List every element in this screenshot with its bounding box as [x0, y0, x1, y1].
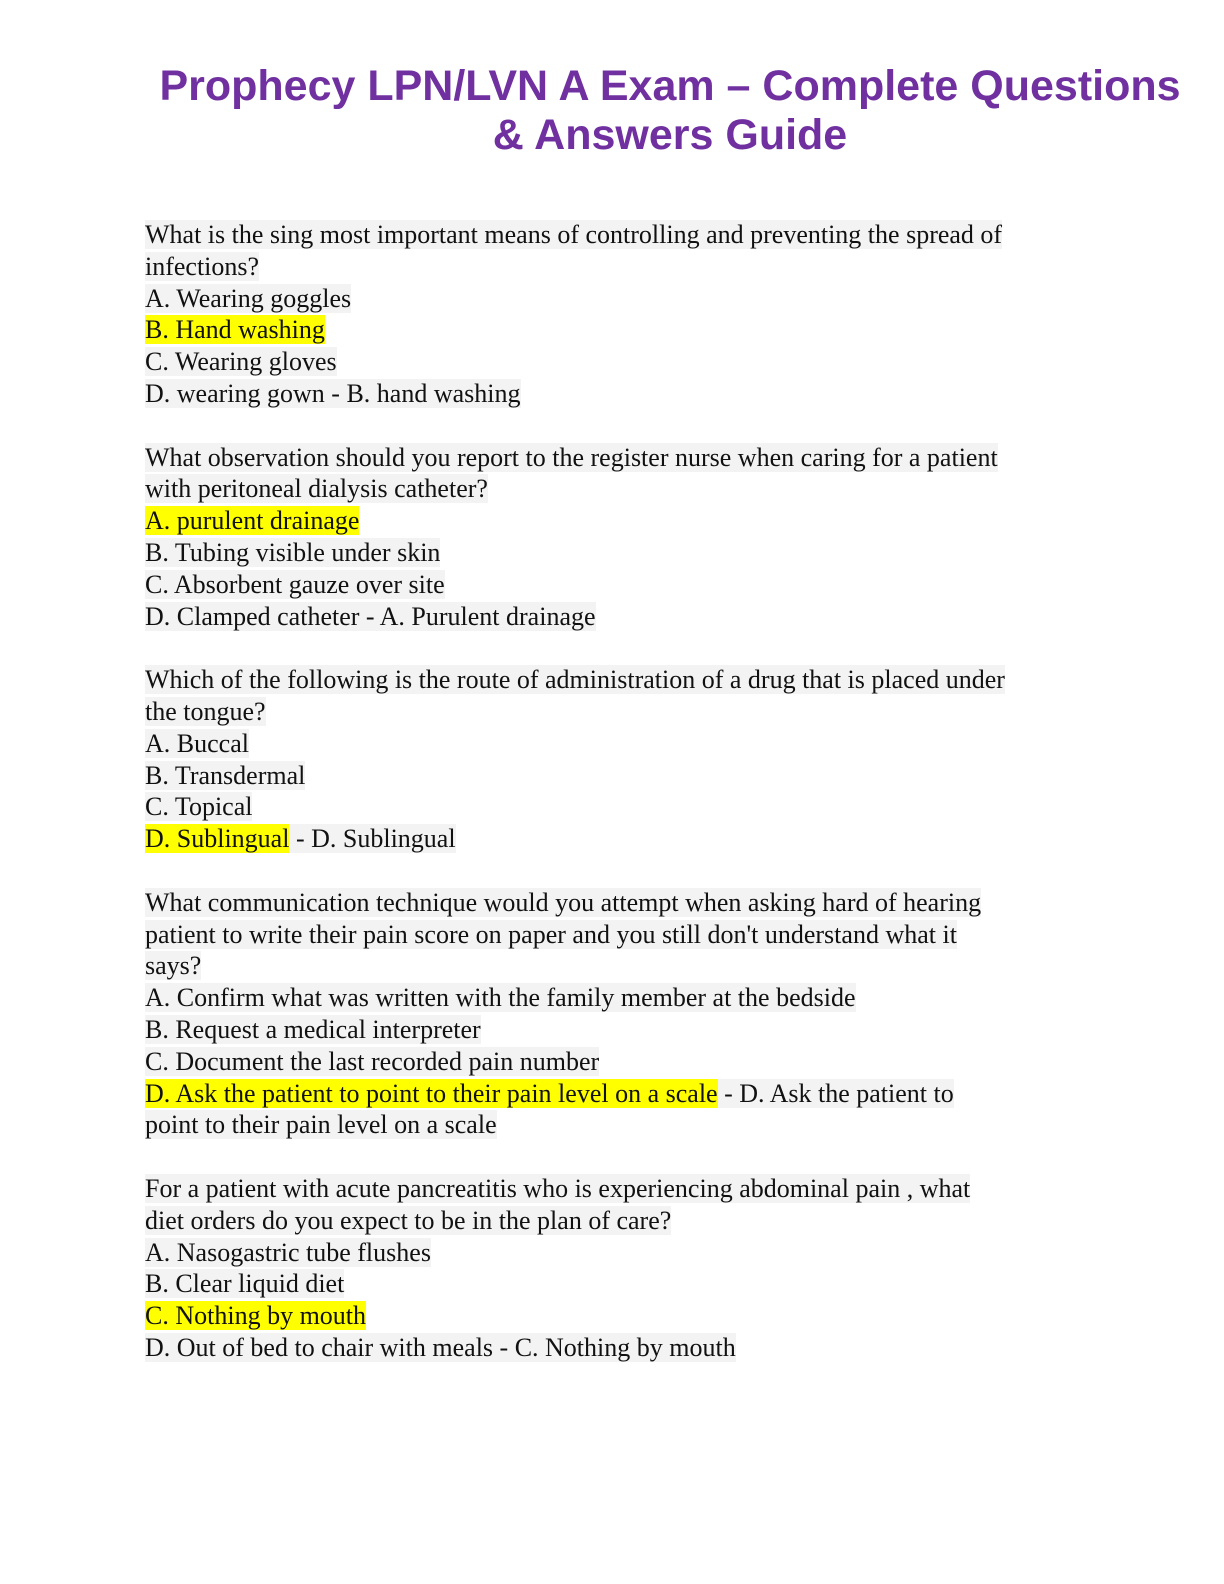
option-a: A. Buccal	[145, 728, 249, 758]
option-a: A. Wearing goggles	[145, 283, 352, 313]
question-text-line: says?	[145, 951, 202, 981]
option-b: B. Tubing visible under skin	[145, 537, 441, 567]
question-text-line: Which of the following is the route of administration of a drug that is placed under	[145, 665, 1005, 695]
option-d: D. Clamped catheter - A. Purulent drainage	[145, 601, 596, 631]
question-text-line: For a patient with acute pancreatitis who is experiencing abdominal pain , what	[145, 1173, 971, 1203]
question-block-2	[145, 442, 1070, 633]
document-title	[140, 62, 1200, 160]
answer-key: - C. Nothing by mouth	[493, 1332, 736, 1362]
question-text-line: What observation should you report to the register nurse when caring for a patient	[145, 442, 998, 472]
qa-list	[145, 219, 1070, 1395]
highlighted-answer: D. Sublingual	[145, 824, 290, 854]
question-block-5	[145, 1173, 1070, 1364]
answer-key: - B. hand washing	[324, 378, 521, 408]
answer-key-continued: point to their pain level on a scale	[145, 1110, 497, 1140]
option-b: B. Request a medical interpreter	[145, 1014, 481, 1044]
option-a: A. Nasogastric tube flushes	[145, 1237, 431, 1267]
option-c: C. Document the last recorded pain number	[145, 1046, 600, 1076]
highlighted-answer: A. purulent drainage	[145, 506, 360, 536]
answer-key: - D. Sublingual	[289, 824, 456, 854]
question-block-4	[145, 887, 1070, 1141]
option-d-correct	[145, 1078, 1070, 1110]
option-c-correct	[145, 1300, 1070, 1332]
question-block-1	[145, 219, 1070, 410]
question-block-3	[145, 664, 1070, 855]
question-text-line: the tongue?	[145, 696, 266, 726]
question-text-line: patient to write their pain score on paper and you still don't understand what it	[145, 919, 957, 949]
highlighted-answer: C. Nothing by mouth	[145, 1301, 367, 1331]
answer-key: - D. Ask the patient to	[717, 1078, 954, 1108]
option-c: C. Absorbent gauze over site	[145, 569, 445, 599]
option-c: C. Topical	[145, 792, 253, 822]
option-d: D. Out of bed to chair with meals - C. Nothing by mouth	[145, 1332, 736, 1362]
option-d-correct	[145, 823, 1070, 855]
highlighted-answer: B. Hand washing	[145, 315, 325, 345]
option-a-correct	[145, 505, 1070, 537]
option-c: C. Wearing gloves	[145, 347, 337, 377]
highlighted-answer: D. Ask the patient to point to their pain level on a scale	[145, 1078, 718, 1108]
question-text-line: diet orders do you expect to be in the plan of care?	[145, 1205, 672, 1235]
option-d: D. wearing gown - B. hand washing	[145, 378, 521, 408]
option-b: B. Transdermal	[145, 760, 306, 790]
option-a: A. Confirm what was written with the family member at the bedside	[145, 983, 856, 1013]
question-text-line: with peritoneal dialysis catheter?	[145, 474, 488, 504]
title-line-2: & Answers Guide	[492, 111, 848, 159]
question-text-line: What is the sing most important means of controlling and preventing the spread of	[145, 220, 1003, 249]
title-line-1: Prophecy LPN/LVN A Exam – Complete Questions	[159, 62, 1181, 110]
question-text-line: What communication technique would you attempt when asking hard of hearing	[145, 887, 982, 917]
option-b-correct	[145, 314, 1070, 346]
question-text-line: infections?	[145, 251, 260, 281]
option-b: B. Clear liquid diet	[145, 1269, 345, 1299]
answer-key: - A. Purulent drainage	[359, 601, 596, 631]
